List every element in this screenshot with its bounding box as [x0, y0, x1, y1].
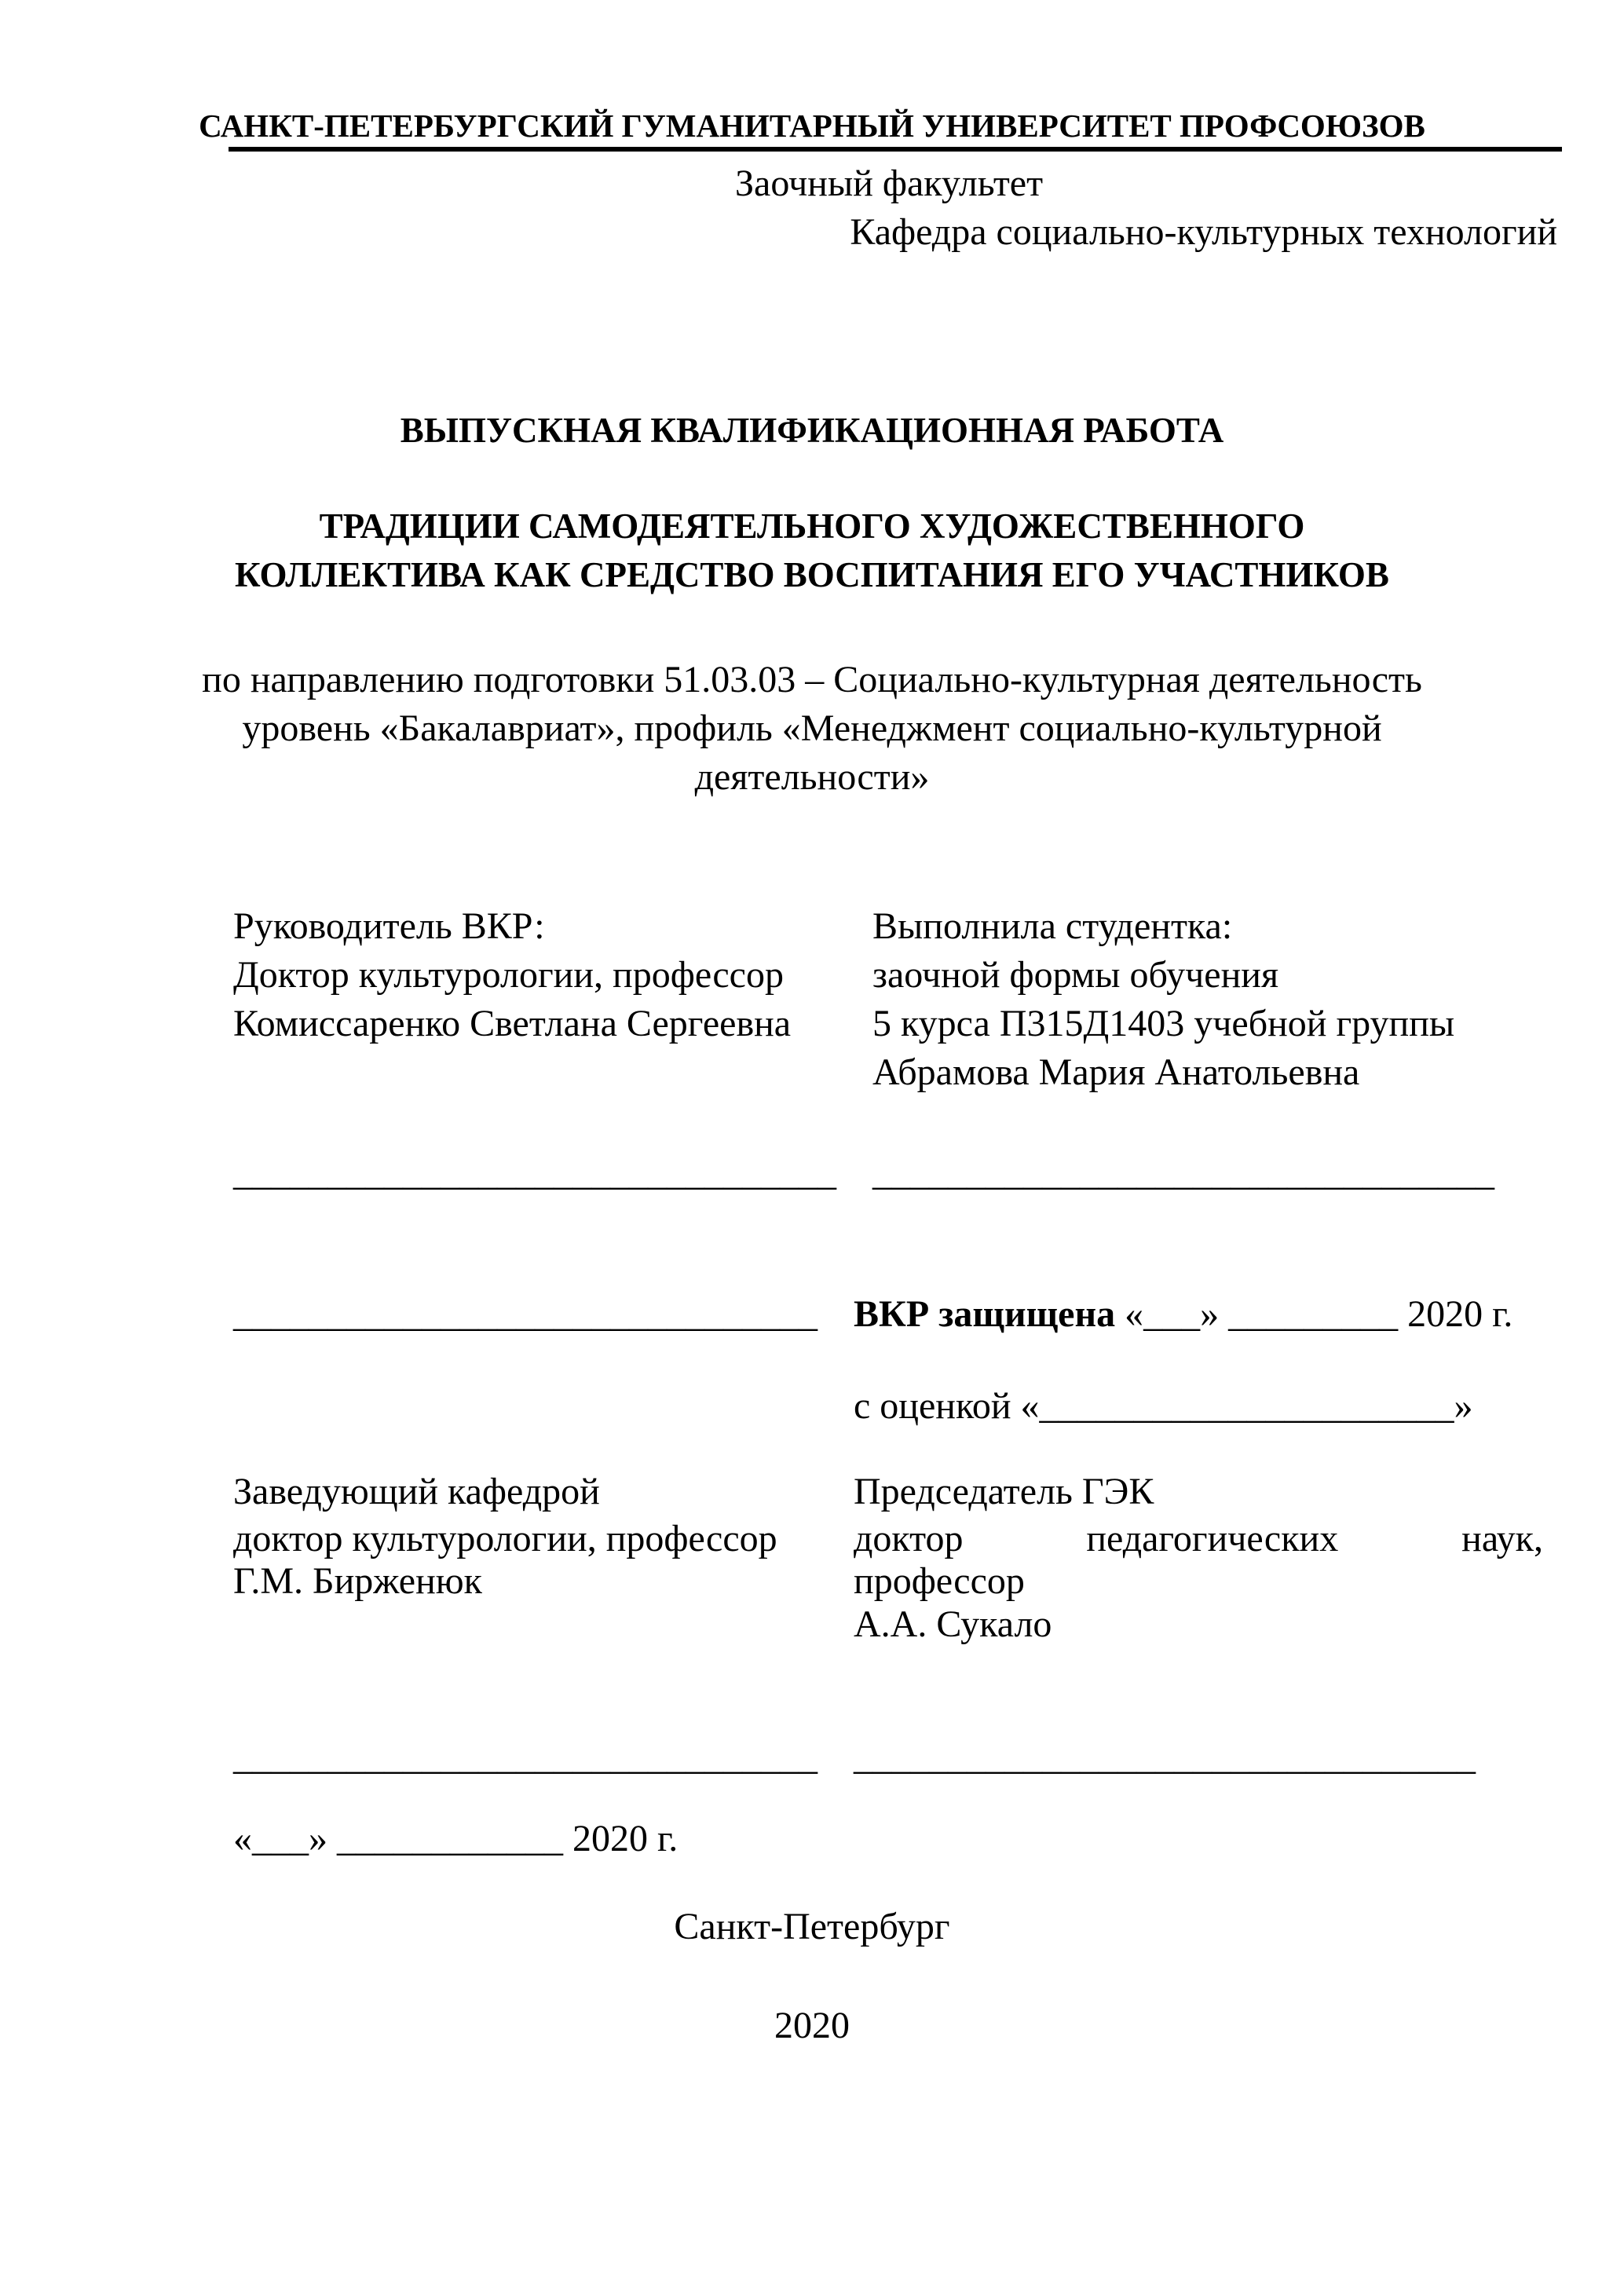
university-name: САНКТ-ПЕТЕРБУРГСКИЙ ГУМАНИТАРНЫЙ УНИВЕРСИТЕТ ПРОФСОЮЗОВ — [199, 108, 1425, 144]
head-degree: доктор культурологии, профессор — [233, 1518, 777, 1559]
year: 2020 — [774, 2005, 850, 2046]
supervisor-degree: Доктор культурологии, профессор — [233, 954, 784, 996]
defense-status — [854, 1293, 1513, 1335]
student-signature-line: _________________________________ — [872, 1152, 1494, 1194]
supervisor-name: Комиссаренко Светлана Сергеевна — [233, 1003, 792, 1044]
chairman-name: А.А. Сукало — [854, 1603, 1052, 1645]
city: Санкт-Петербург — [674, 1906, 950, 1947]
topic-line-2: КОЛЛЕКТИВА КАК СРЕДСТВО ВОСПИТАНИЯ ЕГО УЧАСТНИКОВ — [235, 555, 1389, 594]
defense-left-line: _______________________________ — [233, 1293, 817, 1335]
student-name: Абрамова Мария Анатольевна — [872, 1051, 1360, 1093]
defense-grade: с оценкой «______________________» — [854, 1385, 1473, 1427]
head-name: Г.М. Бирженюк — [233, 1560, 482, 1602]
work-type-title: ВЫПУСКНАЯ КВАЛИФИКАЦИОННАЯ РАБОТА — [400, 411, 1224, 450]
faculty-name: Заочный факультет — [735, 163, 1044, 204]
supervisor-label: Руководитель ВКР: — [233, 905, 545, 947]
chairman-degree-line-1: доктор педагогических наук, — [854, 1518, 1543, 1559]
direction-line-2: уровень «Бакалавриат», профиль «Менеджмент социально-культурной — [242, 707, 1382, 749]
student-group: 5 курса П315Д1403 учебной группы — [872, 1003, 1455, 1044]
chairman-signature-line: _________________________________ — [854, 1736, 1476, 1778]
chairman-label: Председатель ГЭК — [854, 1471, 1154, 1512]
defense-date: «___» _________ 2020 г. — [1115, 1293, 1513, 1335]
supervisor-signature-line: ________________________________ — [233, 1152, 836, 1194]
direction-line-1: по направлению подготовки 51.03.03 – Социально-культурная деятельность — [202, 659, 1422, 700]
direction-line-3: деятельности» — [694, 756, 930, 798]
head-label: Заведующий кафедрой — [233, 1471, 600, 1512]
student-study-form: заочной формы обучения — [872, 954, 1279, 996]
topic-line-1: ТРАДИЦИИ САМОДЕЯТЕЛЬНОГО ХУДОЖЕСТВЕННОГО — [319, 506, 1305, 546]
defense-label: ВКР защищена — [854, 1293, 1116, 1335]
head-date: «___» ____________ 2020 г. — [233, 1818, 678, 1859]
chairman-degree-line-2: профессор — [854, 1560, 1025, 1602]
head-signature-line: _______________________________ — [233, 1736, 817, 1778]
student-label: Выполнила студентка: — [872, 905, 1233, 947]
header-divider — [229, 147, 1562, 152]
department-name: Кафедра социально-культурных технологий — [850, 211, 1557, 253]
